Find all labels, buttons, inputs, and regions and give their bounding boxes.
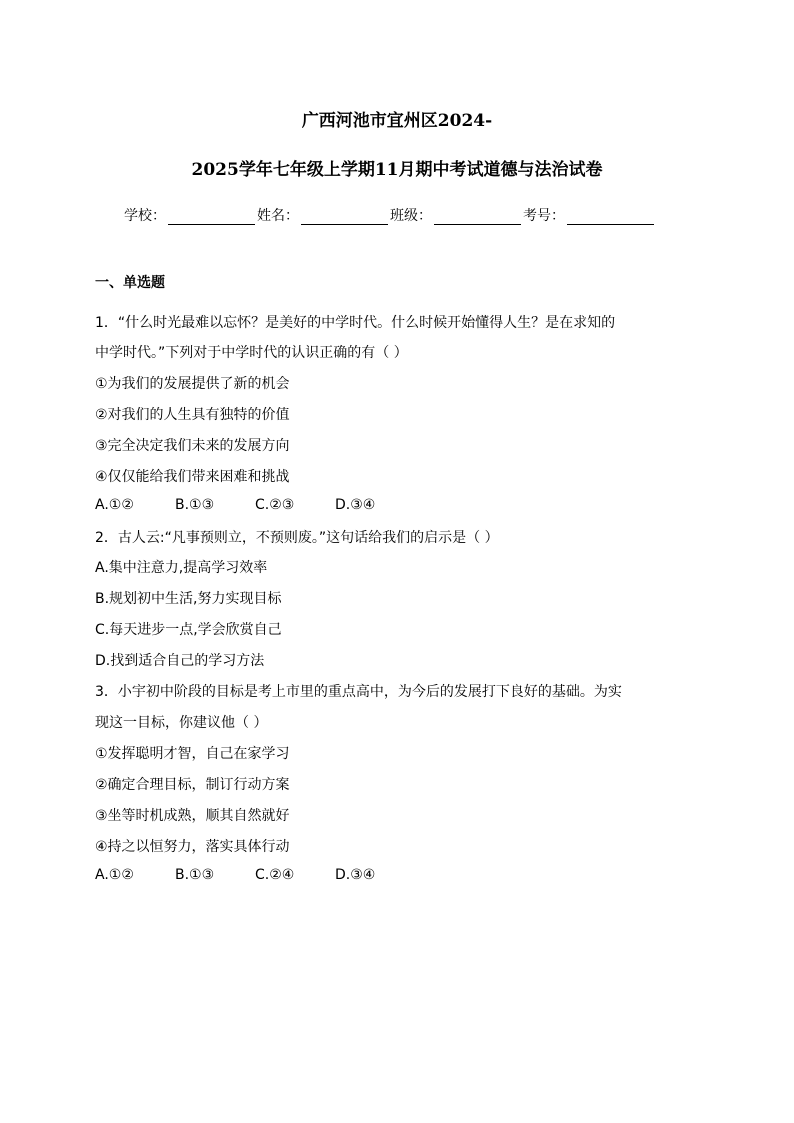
exam-title-line2: 2025学年七年级上学期11月期中考试道德与法治试卷 [191,160,603,180]
q3-item: ②确定合理目标，制订行动方案 [95,777,290,793]
q1-option-b: B.①③ [175,497,215,513]
q3-stem-line2: 现这一目标，你建议他（ ） [95,715,268,731]
q1-item: ①为我们的发展提供了新的机会 [95,376,290,392]
q2-option-a: A.集中注意力,提高学习效率 [95,560,268,576]
name-blank [301,210,388,225]
school-blank [168,210,255,225]
student-info-row [124,205,656,225]
q1-item: ④仅仅能给我们带来困难和挑战 [95,469,290,485]
q1-item: ②对我们的人生具有独特的价值 [95,407,290,423]
q2-option-b: B.规划初中生活,努力实现目标 [95,591,282,607]
q2-option-c: C.每天进步一点,学会欣赏自己 [95,622,282,638]
number-label: 考号： [523,208,565,224]
q1-option-d: D.③④ [335,497,376,513]
q3-options [95,867,415,883]
q3-option-b: B.①③ [175,867,215,883]
q1-item: ③完全决定我们未来的发展方向 [95,438,290,454]
q3-item: ①发挥聪明才智，自己在家学习 [95,746,290,762]
exam-title-line1: 广西河池市宜州区2024- [301,111,493,131]
q3-option-a: A.①② [95,867,134,883]
q1-options [95,497,415,513]
q1-option-c: C.②③ [255,497,295,513]
q1-stem-line2: 中学时代。”下列对于中学时代的认识正确的有（ ） [95,345,408,361]
section-heading: 一、单选题 [95,275,165,291]
q3-option-c: C.②④ [255,867,295,883]
school-label: 学校： [124,208,166,224]
class-blank [434,210,521,225]
class-label: 班级： [390,208,432,224]
q2-stem: 2．古人云:“凡事预则立，不预则废。”这句话给我们的启示是（ ） [95,530,499,546]
q2-option-d: D.找到适合自己的学习方法 [95,653,265,669]
q1-option-a: A.①② [95,497,134,513]
name-label: 姓名： [257,208,299,224]
q3-option-d: D.③④ [335,867,376,883]
q3-item: ③坐等时机成熟，顺其自然就好 [95,808,290,824]
number-blank [567,210,654,225]
q3-stem-line1: 3．小宇初中阶段的目标是考上市里的重点高中，为今后的发展打下良好的基础。为实 [95,684,622,700]
q1-stem-line1: 1．“什么时光最难以忘怀？是美好的中学时代。什么时候开始懂得人生？是在求知的 [95,315,616,331]
q3-item: ④持之以恒努力，落实具体行动 [95,839,290,855]
